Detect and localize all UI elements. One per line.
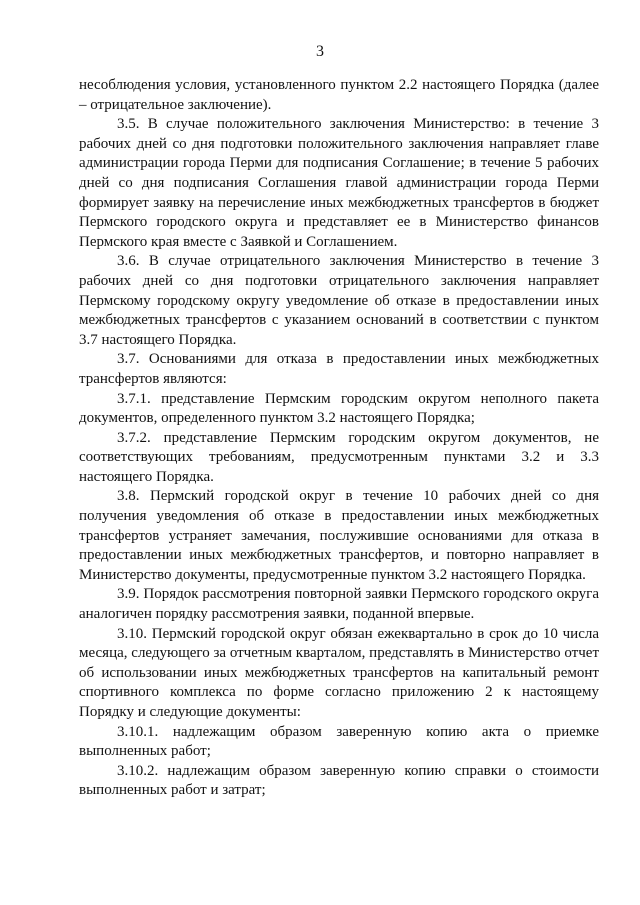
paragraph-3-9: 3.9. Порядок рассмотрения повторной заявки Пермского городского округа аналогичен порядку рассмотрения заявки, поданной впервые. [79, 586, 599, 623]
paragraph-3-10: 3.10. Пермский городской округ обязан ежеквартально в срок до 10 числа месяца, следующего за отчетным кварталом, представлять в Министерство отчет об использовании иных межбюджетных трансфертов на капитальный ремонт спортивного комплекса по форме согласно приложению 2 к настоящему Порядку и следующие документы: [79, 625, 599, 720]
paragraph-3-7-1: 3.7.1. представление Пермским городским округом неполного пакета документов, определенного пунктом 3.2 настоящего Порядка; [79, 390, 599, 427]
paragraph-3-5: 3.5. В случае положительного заключения Министерство: в течение 3 рабочих дней со дня подготовки положительного заключения направляет главе администрации города Перми для подписания Соглашение; в течение 5 рабочих дней со дня подписания Соглашения главой администрации города Перми формирует заявку на перечисление иных межбюджетных трансфертов в бюджет Пермского городского округа и представляет ее в Министерство финансов Пермского края вместе с Заявкой и Соглашением. [79, 116, 599, 250]
paragraph-3-6: 3.6. В случае отрицательного заключения Министерство в течение 3 рабочих дней со дня подготовки отрицательного заключения направляет Пермскому городскому округу уведомление об отказе в предоставлении иных межбюджетных трансфертов с указанием оснований в соответствии с пунктом 3.7 настоящего Порядка. [79, 253, 599, 348]
paragraph-continuation: несоблюдения условия, установленного пунктом 2.2 настоящего Порядка (далее – отрицательное заключение). [79, 77, 599, 113]
document-body [79, 76, 599, 801]
page-number: 3 [316, 43, 324, 60]
paragraph-3-7-2: 3.7.2. представление Пермским городским округом документов, не соответствующих требованиям, предусмотренным пунктами 3.2 и 3.3 настоящего Порядка. [79, 429, 599, 485]
paragraph-3-8: 3.8. Пермский городской округ в течение 10 рабочих дней со дня получения уведомления об отказе в предоставлении иных межбюджетных трансфертов устраняет замечания, послужившие основаниями для отказа в предоставлении иных межбюджетных трансфертов, и повторно направляет в Министерство документы, предусмотренные пунктом 3.2 настоящего Порядка. [79, 488, 599, 583]
paragraph-3-7: 3.7. Основаниями для отказа в предоставлении иных межбюджетных трансфертов являются: [79, 351, 599, 387]
paragraph-3-10-1: 3.10.1. надлежащим образом заверенную копию акта о приемке выполненных работ; [79, 723, 599, 760]
paragraph-3-10-2: 3.10.2. надлежащим образом заверенную копию справки о стоимости выполненных работ и затрат; [79, 762, 599, 799]
